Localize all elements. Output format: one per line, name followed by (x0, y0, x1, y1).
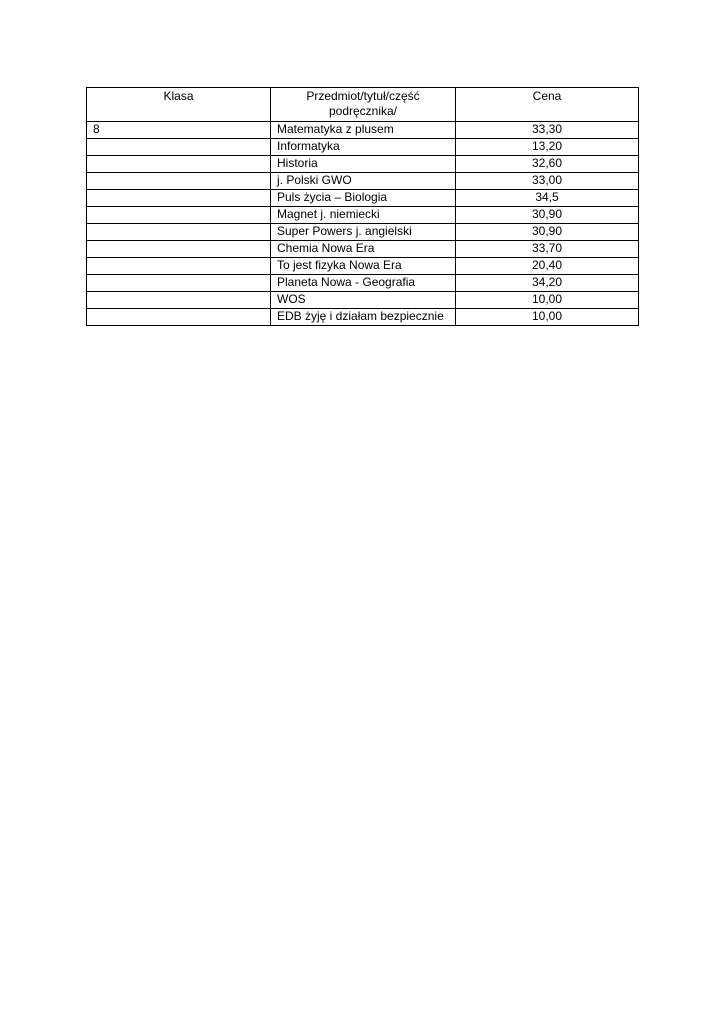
cell-class (87, 241, 271, 258)
table-row (87, 122, 639, 139)
table-row (87, 139, 639, 156)
header-price: Cena (456, 88, 639, 122)
cell-subject: EDB żyję i działam bezpiecznie (271, 309, 456, 326)
table-row (87, 292, 639, 309)
cell-class (87, 258, 271, 275)
cell-class (87, 275, 271, 292)
cell-subject: Puls życia – Biologia (271, 190, 456, 207)
cell-price: 30,90 (456, 224, 639, 241)
cell-class: 8 (87, 122, 271, 139)
table-row (87, 241, 639, 258)
cell-subject: Super Powers j. angielski (271, 224, 456, 241)
cell-subject: j. Polski GWO (271, 173, 456, 190)
table-row (87, 207, 639, 224)
table-row (87, 258, 639, 275)
header-subject: Przedmiot/tytuł/część podręcznika/ (271, 88, 456, 122)
table-row (87, 190, 639, 207)
cell-price: 10,00 (456, 292, 639, 309)
header-class: Klasa (87, 88, 271, 122)
cell-price: 33,70 (456, 241, 639, 258)
textbook-price-table (86, 87, 639, 326)
table-row (87, 275, 639, 292)
cell-class (87, 190, 271, 207)
cell-subject: Planeta Nowa - Geografia (271, 275, 456, 292)
cell-price: 33,00 (456, 173, 639, 190)
cell-subject: WOS (271, 292, 456, 309)
cell-class (87, 224, 271, 241)
cell-class (87, 309, 271, 326)
table-row (87, 224, 639, 241)
cell-subject: Informatyka (271, 139, 456, 156)
cell-class (87, 173, 271, 190)
cell-class (87, 207, 271, 224)
cell-class (87, 156, 271, 173)
cell-price: 34,20 (456, 275, 639, 292)
cell-price: 13,20 (456, 139, 639, 156)
cell-price: 30,90 (456, 207, 639, 224)
table-row (87, 309, 639, 326)
cell-class (87, 292, 271, 309)
table-header-row (87, 88, 639, 122)
cell-subject: Matematyka z plusem (271, 122, 456, 139)
table-row (87, 156, 639, 173)
cell-class (87, 139, 271, 156)
cell-price: 32,60 (456, 156, 639, 173)
cell-price: 34,5 (456, 190, 639, 207)
table-row (87, 173, 639, 190)
cell-price: 10,00 (456, 309, 639, 326)
cell-price: 20,40 (456, 258, 639, 275)
cell-subject: Historia (271, 156, 456, 173)
cell-subject: Chemia Nowa Era (271, 241, 456, 258)
cell-subject: To jest fizyka Nowa Era (271, 258, 456, 275)
cell-subject: Magnet j. niemiecki (271, 207, 456, 224)
cell-price: 33,30 (456, 122, 639, 139)
